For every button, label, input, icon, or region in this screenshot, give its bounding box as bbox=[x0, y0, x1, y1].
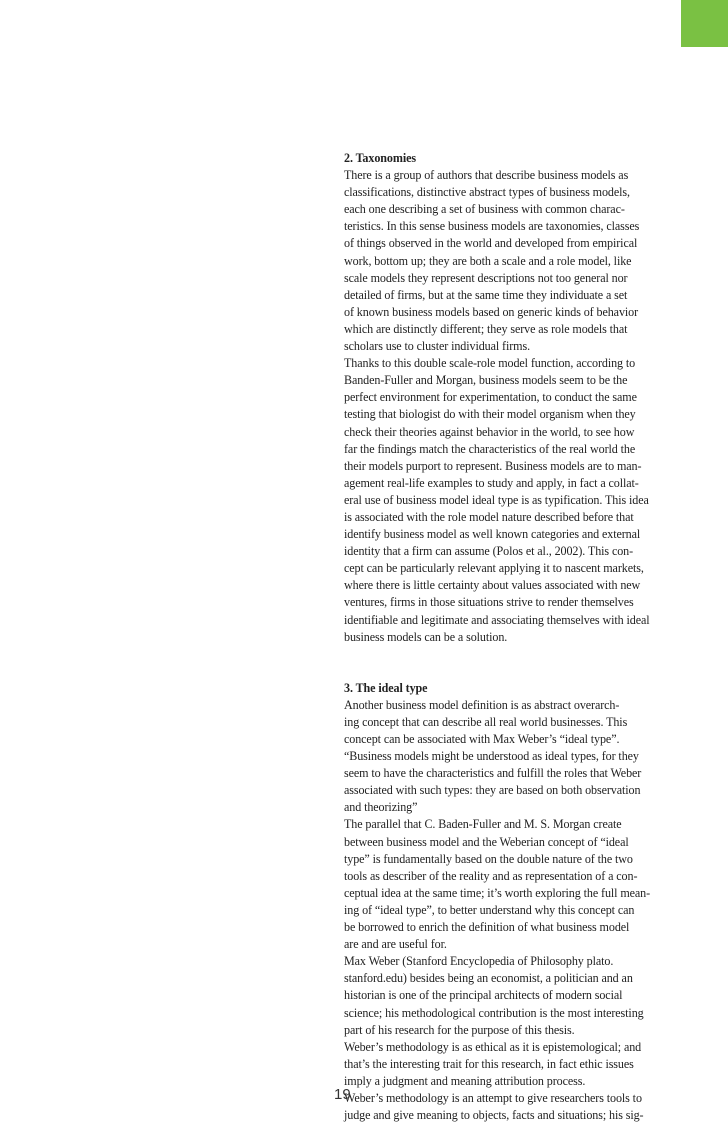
text-line: The parallel that C. Baden-Fuller and M. S. Morgan create bbox=[344, 817, 622, 832]
text-line: ventures, firms in those situations strive to render themselves bbox=[344, 595, 634, 610]
text-line: Weber’s methodology is an attempt to give researchers tools to bbox=[344, 1090, 642, 1105]
text-line: identity that a firm can assume (Polos et al., 2002). This con- bbox=[344, 544, 634, 559]
text-line: science; his methodological contribution is the most interesting bbox=[344, 1005, 644, 1020]
text-line: which are distinctly different; they serve as role models that bbox=[344, 321, 628, 336]
text-line: classifications, distinctive abstract types of business models, bbox=[344, 185, 630, 200]
text-line: imply a judgment and meaning attribution process. bbox=[344, 1073, 586, 1088]
section-divider-space bbox=[344, 646, 688, 680]
text-line: that’s the interesting trait for this research, in fact ethic issues bbox=[344, 1056, 634, 1071]
section-taxonomies bbox=[344, 150, 688, 646]
text-line: tools as describer of the reality and as representation of a con- bbox=[344, 868, 638, 883]
text-line: testing that biologist do with their model organism when they bbox=[344, 407, 636, 422]
text-line: part of his research for the purpose of this thesis. bbox=[344, 1022, 575, 1037]
text-line: are and are useful for. bbox=[344, 937, 447, 952]
text-line: each one describing a set of business with common charac- bbox=[344, 202, 625, 217]
text-line: type” is fundamentally based on the double nature of the two bbox=[344, 851, 633, 866]
text-line: “Business models might be understood as ideal types, for they bbox=[344, 749, 639, 764]
text-line: and theorizing” bbox=[344, 800, 418, 815]
text-line: identify business model as well known categories and external bbox=[344, 527, 641, 542]
section-heading: 2. Taxonomies bbox=[344, 151, 416, 165]
text-line: Max Weber (Stanford Encyclopedia of Philosophy plato. bbox=[344, 954, 614, 969]
text-line: business models can be a solution. bbox=[344, 629, 508, 644]
text-line: There is a group of authors that describe business models as bbox=[344, 168, 629, 183]
text-line: scale models they represent descriptions not too general nor bbox=[344, 270, 628, 285]
text-line: seem to have the characteristics and fulfill the roles that Weber bbox=[344, 766, 642, 781]
text-line: Thanks to this double scale-role model function, according to bbox=[344, 356, 636, 371]
page-number: 19 bbox=[334, 1086, 351, 1103]
text-line: teristics. In this sense business models are taxonomies, classes bbox=[344, 219, 640, 234]
text-line: identifiable and legitimate and associating themselves with ideal bbox=[344, 612, 650, 627]
section-text bbox=[344, 167, 688, 646]
text-line: is associated with the role model nature described before that bbox=[344, 509, 634, 524]
text-line: perfect environment for experimentation, to conduct the same bbox=[344, 390, 637, 405]
text-line: ing of “ideal type”, to better understand why this concept can bbox=[344, 902, 635, 917]
text-line: stanford.edu) besides being an economist, a politician and an bbox=[344, 971, 633, 986]
corner-color-tab bbox=[681, 0, 728, 47]
text-line: detailed of firms, but at the same time they individuate a set bbox=[344, 287, 628, 302]
text-line: of known business models based on generic kinds of behavior bbox=[344, 304, 639, 319]
text-line: their models purport to represent. Business models are to man- bbox=[344, 458, 642, 473]
text-line: cept can be particularly relevant applying it to nascent markets, bbox=[344, 561, 644, 576]
text-line: check their theories against behavior in the world, to see how bbox=[344, 424, 635, 439]
text-line: associated with such types: they are based on both observation bbox=[344, 783, 641, 798]
text-line: Weber’s methodology is as ethical as it is epistemological; and bbox=[344, 1039, 642, 1054]
text-line: far the findings match the characteristics of the real world the bbox=[344, 441, 636, 456]
section-ideal-type bbox=[344, 680, 688, 1124]
text-line: scholars use to cluster individual firms. bbox=[344, 339, 531, 354]
text-line: Another business model definition is as abstract overarch- bbox=[344, 697, 620, 712]
text-line: work, bottom up; they are both a scale and a role model, like bbox=[344, 253, 632, 268]
section-heading: 3. The ideal type bbox=[344, 680, 428, 695]
text-line: judge and give meaning to objects, facts and situations; his sig- bbox=[344, 1108, 644, 1123]
text-line: eral use of business model ideal type is as typification. This idea bbox=[344, 492, 649, 507]
text-line: between business model and the Weberian concept of “ideal bbox=[344, 834, 629, 849]
text-line: ing concept that can describe all real world businesses. This bbox=[344, 714, 628, 729]
text-line: Banden-Fuller and Morgan, business models seem to be the bbox=[344, 373, 628, 388]
text-line: ceptual idea at the same time; it’s worth exploring the full mean- bbox=[344, 885, 651, 900]
text-line: of things observed in the world and developed from empirical bbox=[344, 236, 638, 251]
text-line: agement real-life examples to study and apply, in fact a collat- bbox=[344, 475, 639, 490]
text-line: concept can be associated with Max Weber’s “ideal type”. bbox=[344, 732, 620, 746]
text-line: where there is little certainty about values associated with new bbox=[344, 578, 641, 593]
page-body bbox=[344, 150, 688, 1124]
section-text bbox=[344, 697, 688, 1124]
text-line: historian is one of the principal architects of modern social bbox=[344, 988, 623, 1003]
text-line: be borrowed to enrich the definition of what business model bbox=[344, 920, 630, 935]
